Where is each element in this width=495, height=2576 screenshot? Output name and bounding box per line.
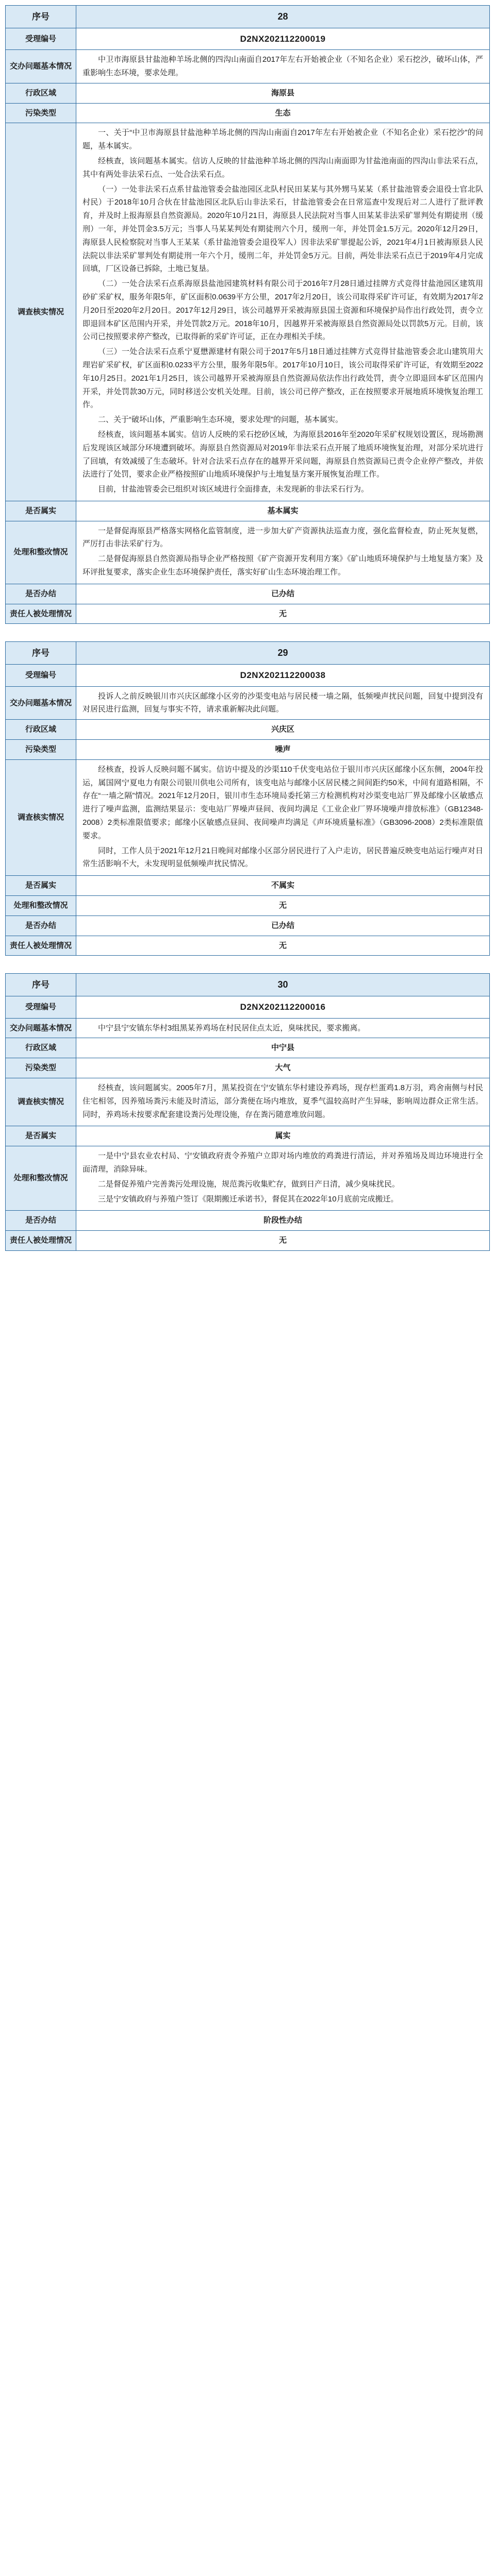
verify-paragraph: 二、关于“破坏山体，严重影响生态环境，要求处理”的问题，基本属实。 bbox=[98, 415, 343, 425]
case-table bbox=[5, 5, 490, 624]
receipt-number-value: D2NX202112200038 bbox=[76, 665, 490, 686]
verify-paragraph: 经核查，投诉人反映问题不属实。信访中提及的沙渠110千伏变电站位于银川市兴庆区邮缘小区东侧，2004年投运，属国网宁夏电力有限公司银川供电公司所有，该变电站与邮缘小区居民楼之间间距约50米，中间有道路相隔，不存在“一墙之隔”情况。2021年12月20日，银川市生态环境局委托第三方检测机构对沙渠变电站厂界及邮缘小区敏感点进行了噪声监测，监测结果显示：变电站厂界噪声昼间、夜间均满足《工业企业厂界环境噪声排放标准》（GB12348-2008）2类标准限值要求；邮缘小区敏感点昼间、夜间噪声均满足《声环境质量标准》（GB3096-2008）2类标准限值要求。 bbox=[82, 765, 483, 840]
case-number-label: 序号 bbox=[6, 974, 76, 996]
verify-paragraph: 一、关于“中卫市海原县甘盐池种羊场北侧的四沟山南面自2017年左右开始被企业（不知名企业）采石挖沙”的问题，基本属实。 bbox=[82, 128, 483, 151]
receipt-number-label: 受理编号 bbox=[6, 996, 76, 1018]
accountability-row bbox=[6, 1231, 490, 1251]
verification-label: 调查核实情况 bbox=[6, 123, 76, 501]
handling-row bbox=[6, 896, 490, 916]
case-table bbox=[5, 641, 490, 956]
case-number-label: 序号 bbox=[6, 6, 76, 28]
verification-row bbox=[6, 759, 490, 875]
region-value: 海原县 bbox=[76, 83, 490, 103]
concluded-row bbox=[6, 584, 490, 604]
verify-paragraph: （三）一处合法采石点系宁夏懋源建材有限公司于2017年5月18日通过挂牌方式竞得甘盐池管委会北山建筑用大理岩矿采矿权，矿区面积0.0233平方公里，服务年限5年。2017年10月10日，该公司取得采矿许可证，有效期至2022年10月25日。2021年1月25日，该公司越界开采被海原县自然资源局依法作出行政处罚，责令立即退回本矿区范围内开采，并处罚款30万元，同时移送公安机关处理。目前，该公司已停产整改，正在按照要求开展地质环境恢复治理工作。 bbox=[82, 347, 483, 410]
handling-value bbox=[76, 521, 490, 584]
handling-row bbox=[6, 521, 490, 584]
issue-label: 交办问题基本情况 bbox=[6, 1018, 76, 1038]
concluded-value: 已办结 bbox=[76, 916, 490, 936]
verification-value bbox=[76, 123, 490, 501]
verification-label: 调查核实情况 bbox=[6, 1078, 76, 1126]
is-true-value: 不属实 bbox=[76, 876, 490, 896]
region-value: 中宁县 bbox=[76, 1038, 490, 1058]
accountability-label: 责任人被处理情况 bbox=[6, 604, 76, 624]
issue-value: 中宁县宁安镇东华村3组黑某养鸡场在村民居住点太近，臭味扰民，要求搬离。 bbox=[76, 1018, 490, 1038]
pollution-type-label: 污染类型 bbox=[6, 1058, 76, 1078]
verify-paragraph: 经核查，该问题基本属实。信访人反映的甘盐池种羊场北侧的四沟山南面即为甘盐池南面的四沟山非法采石点，其中有两处非法采石点、一处合法采石点。 bbox=[82, 156, 483, 179]
handling-paragraph: 二是督促养殖户完善粪污处理设施，规范粪污收集贮存，做到日产日清，减少臭味扰民。 bbox=[98, 1179, 400, 1189]
region-label: 行政区域 bbox=[6, 720, 76, 740]
receipt-number-label: 受理编号 bbox=[6, 28, 76, 49]
verification-value bbox=[76, 1078, 490, 1126]
accountability-label: 责任人被处理情况 bbox=[6, 1231, 76, 1251]
region-row bbox=[6, 1038, 490, 1058]
concluded-value: 阶段性办结 bbox=[76, 1211, 490, 1231]
pollution-type-label: 污染类型 bbox=[6, 103, 76, 123]
accountability-row bbox=[6, 604, 490, 624]
handling-value bbox=[76, 1146, 490, 1211]
case-table bbox=[5, 973, 490, 1251]
region-value: 兴庆区 bbox=[76, 720, 490, 740]
handling-value: 无 bbox=[76, 896, 490, 916]
verification-row bbox=[6, 1078, 490, 1126]
is-true-label: 是否属实 bbox=[6, 876, 76, 896]
pollution-type-value: 大气 bbox=[76, 1058, 490, 1078]
receipt-number-label: 受理编号 bbox=[6, 665, 76, 686]
cases-document bbox=[5, 0, 490, 1284]
is-true-label: 是否属实 bbox=[6, 1126, 76, 1146]
receipt-number-row bbox=[6, 996, 490, 1018]
issue-row bbox=[6, 1018, 490, 1038]
verify-paragraph: （二）一处合法采石点系海原县盐池园建筑材料有限公司于2016年7月28日通过挂牌方式竞得甘盐池园区建筑用砂矿采矿权，服务年限5年，矿区面积0.0639平方公里，2017年2月20日，该公司取得采矿许可证，有效期为2017年2月20日至2020年2月20日。2017年12月29日，该公司越界开采被海原县国土资源和环境保护局作出行政处罚，责令立即退回本矿区范围内开采，并处罚款2万元。2018年10月，因越界开采被海原县自然资源局处以罚款5万元。目前，该公司已按照要求停产整改，已取得新的采矿许可证，正在办理相关手续。 bbox=[82, 279, 483, 342]
concluded-label: 是否办结 bbox=[6, 1211, 76, 1231]
pollution-type-row bbox=[6, 103, 490, 123]
verify-paragraph: 经核查，该问题基本属实。信访人反映的采石挖砂区域，为海原县2016年至2020年采矿权规划设置区，现场勘测后发现该区域部分环境遭到破坏。海原县自然资源局对2019年非法采石点开展了地质环境恢复治理，对部分采坑进行了回填，有效减缓了生态破坏。针对合法采石点存在的越界开采问题，海原县自然资源局已责令企业停产整改，并依法进行了处罚，要求企业严格按照矿山地质环境保护与土地复垦方案开展恢复治理工作。 bbox=[82, 430, 483, 479]
handling-row bbox=[6, 1146, 490, 1211]
region-label: 行政区域 bbox=[6, 1038, 76, 1058]
concluded-value: 已办结 bbox=[76, 584, 490, 604]
pollution-type-row bbox=[6, 740, 490, 760]
case-number-value: 29 bbox=[76, 642, 490, 665]
concluded-label: 是否办结 bbox=[6, 584, 76, 604]
case-number-value: 28 bbox=[76, 6, 490, 28]
verify-paragraph: 经核查，该问题属实。2005年7月，黑某投资在宁安镇东华村建设养鸡场，现存栏蛋鸡1.8万羽，鸡舍南侧与村民住宅相邻，因养殖场粪污未能及时清运，部分粪便在场内堆放，夏季气温较高时产生异味，影响周边群众正常生活。同时，养鸡场未按要求配套建设粪污处理设施，存在粪污随意堆放问题。 bbox=[82, 1083, 483, 1119]
concluded-row bbox=[6, 1211, 490, 1231]
receipt-number-value: D2NX202112200019 bbox=[76, 28, 490, 49]
verification-value bbox=[76, 759, 490, 875]
is-true-row bbox=[6, 876, 490, 896]
issue-row bbox=[6, 50, 490, 83]
issue-value: 中卫市海原县甘盐池种羊场北侧的四沟山南面自2017年左右开始被企业（不知名企业）采石挖沙，破坏山体，严重影响生态环境，要求处理。 bbox=[76, 50, 490, 83]
pollution-type-row bbox=[6, 1058, 490, 1078]
accountability-value: 无 bbox=[76, 604, 490, 624]
handling-paragraph: 二是督促海原县自然资源局指导企业严格按照《矿产资源开发利用方案》《矿山地质环境保护与土地复垦方案》及环评批复要求，落实企业生态环境保护责任，落实好矿山生态环境治理工作。 bbox=[82, 554, 483, 577]
receipt-number-row bbox=[6, 28, 490, 49]
receipt-number-row bbox=[6, 665, 490, 686]
region-row bbox=[6, 83, 490, 103]
verify-paragraph: 目前，甘盐池管委会已组织对该区域进行全面排查，未发现新的非法采石行为。 bbox=[98, 485, 369, 494]
issue-label: 交办问题基本情况 bbox=[6, 50, 76, 83]
issue-label: 交办问题基本情况 bbox=[6, 686, 76, 720]
accountability-label: 责任人被处理情况 bbox=[6, 936, 76, 956]
is-true-label: 是否属实 bbox=[6, 501, 76, 521]
accountability-row bbox=[6, 936, 490, 956]
issue-value: 投诉人之前反映银川市兴庆区邮缘小区旁的沙渠变电站与居民楼一墙之隔，低频噪声扰民问题，回复中提到没有对居民进行监测，回复与事实不符，请求重新解决此问题。 bbox=[76, 686, 490, 720]
case-number-label: 序号 bbox=[6, 642, 76, 665]
verify-paragraph: （一）一处非法采石点系甘盐池管委会盐池园区北队村民田某某与其外甥马某某（系甘盐池管委会退役士官北队村民）于2018年10月合伙在甘盐池园区北队后山非法采石，甘盐池管委会在日常巡查中发现后对二人进行了批评教育，并及时上报海原县自然资源局。2020年10月21日，海原县人民法院对当事人田某某非法采矿罪判处有期徒刑（缓刑）一年，并处罚金3.5万元；当事人马某某判处有期徒刑六个月，缓刑一年，并处罚金1.5万元。2020年12月29日，海原县人民检察院对当事人王某某（系甘盐池管委会退役军人）因非法采矿罪提起公诉，2021年4月1日被海原县人民法院以非法采矿罪判处有期徒刑一年六个月，缓刑二年，并处罚金5万元。目前，两处非法采石点已于2019年4月完成回填，厂区设备已拆除，土地已复垦。 bbox=[82, 184, 483, 274]
receipt-number-value: D2NX202112200016 bbox=[76, 996, 490, 1018]
region-label: 行政区域 bbox=[6, 83, 76, 103]
case-number-row bbox=[6, 642, 490, 665]
handling-label: 处理和整改情况 bbox=[6, 1146, 76, 1211]
region-row bbox=[6, 720, 490, 740]
case-number-row bbox=[6, 974, 490, 996]
concluded-label: 是否办结 bbox=[6, 916, 76, 936]
accountability-value: 无 bbox=[76, 936, 490, 956]
accountability-value: 无 bbox=[76, 1231, 490, 1251]
pollution-type-label: 污染类型 bbox=[6, 740, 76, 760]
handling-paragraph: 一是督促海原县严格落实网格化监管制度，进一步加大矿产资源执法巡查力度，强化监督检查，防止死灰复燃，严厉打击非法采矿行为。 bbox=[82, 526, 483, 549]
pollution-type-value: 生态 bbox=[76, 103, 490, 123]
concluded-row bbox=[6, 916, 490, 936]
is-true-row bbox=[6, 1126, 490, 1146]
is-true-value: 基本属实 bbox=[76, 501, 490, 521]
handling-paragraph: 一是中宁县农业农村局、宁安镇政府责令养殖户立即对场内堆放的鸡粪进行清运，并对养殖场及周边环境进行全面清理，消除异味。 bbox=[82, 1151, 483, 1174]
verify-paragraph: 同时，工作人员于2021年12月21日晚间对邮缘小区部分居民进行了入户走访，居民普遍反映变电站运行噪声对日常生活影响不大，未发现明显低频噪声扰民情况。 bbox=[82, 846, 483, 869]
handling-paragraph: 三是宁安镇政府与养殖户签订《限期搬迁承诺书》，督促其在2022年10月底前完成搬迁。 bbox=[98, 1194, 399, 1204]
pollution-type-value: 噪声 bbox=[76, 740, 490, 760]
case-number-row bbox=[6, 6, 490, 28]
verification-row bbox=[6, 123, 490, 501]
handling-label: 处理和整改情况 bbox=[6, 896, 76, 916]
is-true-value: 属实 bbox=[76, 1126, 490, 1146]
case-number-value: 30 bbox=[76, 974, 490, 996]
is-true-row bbox=[6, 501, 490, 521]
issue-row bbox=[6, 686, 490, 720]
handling-label: 处理和整改情况 bbox=[6, 521, 76, 584]
verification-label: 调查核实情况 bbox=[6, 759, 76, 875]
